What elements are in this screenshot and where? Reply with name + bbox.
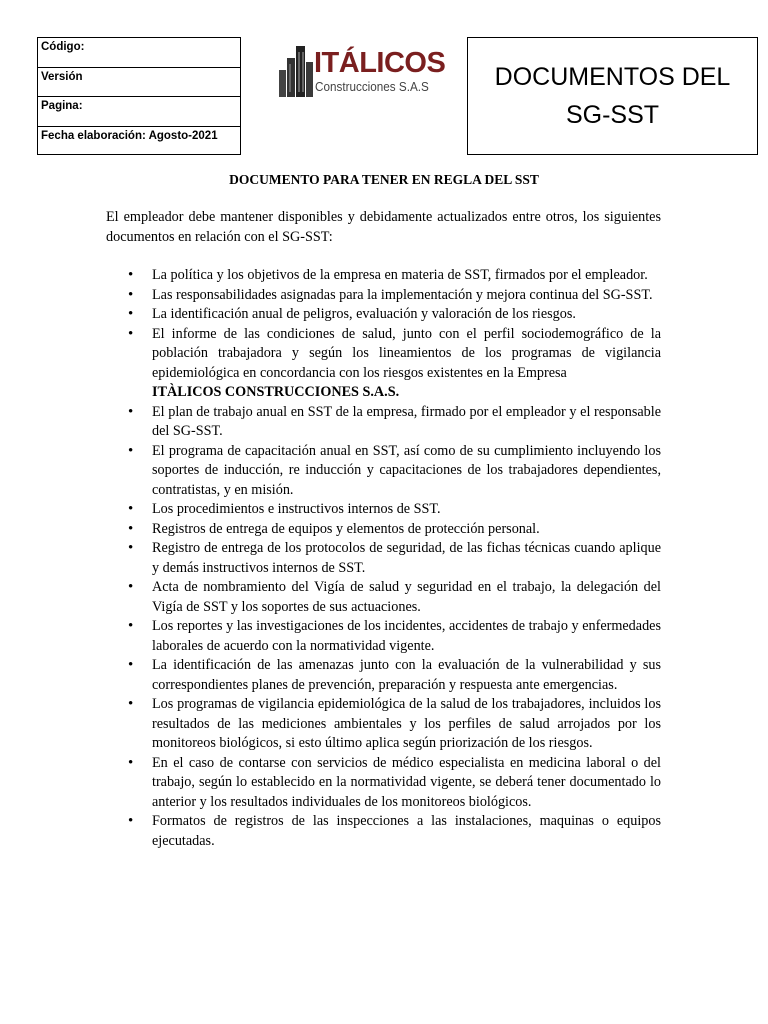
company-logo (278, 44, 446, 100)
document-list (106, 266, 661, 851)
list-item: • Las responsabilidades asignadas para la implementación y mejora continua del SG-SST. (106, 286, 661, 306)
list-item: • El informe de las condiciones de salud, junto con el perfil sociodemográfico de la población trabajadora y según los lineamientos de los programas de vigilancia epidemiológica en concordancia con los riesgos existentes en la Empresa ITÀLICOS CONSTRUCCIONES S.A.S. (106, 325, 661, 403)
list-item: • La identificación anual de peligros, evaluación y valoración de los riesgos. (106, 305, 661, 325)
company-name-bold: ITÀLICOS CONSTRUCCIONES S.A.S. (152, 384, 400, 400)
list-item: • El plan de trabajo anual en SST de la empresa, firmado por el empleador y el responsable del SG-SST. (106, 403, 661, 442)
list-item: • En el caso de contarse con servicios de médico especialista en medicina laboral o del trabajo, según lo establecido en la normatividad vigente, se deberá tener documentado lo anterior y los resultados individuales de los monitoreos biológicos. (106, 754, 661, 813)
document-heading: DOCUMENTO PARA TENER EN REGLA DEL SST (229, 172, 539, 187)
list-item: • Registro de entrega de los protocolos de seguridad, de las fichas técnicas cuando aplique y demás instructivos internos de SST. (106, 539, 661, 578)
list-item: • Los procedimientos e instructivos internos de SST. (106, 500, 661, 520)
title-line-2: SG-SST (565, 101, 660, 129)
intro-paragraph: El empleador debe mantener disponibles y debidamente actualizados entre otros, los siguientes documentos en relación con el SG-SST: (106, 209, 661, 245)
list-item: • Los programas de vigilancia epidemiológica de la salud de los trabajadores, incluidos los resultados de las mediciones ambientales y los perfiles de salud arrojados por los monitoreos biológicos, si esto último aplica según priorización de los riesgos. (106, 695, 661, 754)
version-field: Versión (38, 68, 240, 98)
logo-name: ITÁLICOS (314, 47, 446, 79)
date-field: Fecha elaboración: Agosto-2021 (41, 129, 218, 142)
code-field: Código: (38, 38, 240, 68)
list-item: • Formatos de registros de las inspecciones a las instalaciones, maquinas o equipos ejecutadas. (106, 812, 661, 851)
list-item: • Los reportes y las investigaciones de los incidentes, accidentes de trabajo y enfermedades laborales de acuerdo con la normatividad vigente. (106, 617, 661, 656)
logo-subtitle: Construcciones S.A.S (315, 79, 429, 94)
list-item: • La política y los objetivos de la empresa en materia de SST, firmados por el empleador. (106, 266, 661, 286)
document-title-box (467, 37, 758, 155)
title-line-1: DOCUMENTOS DEL (494, 63, 731, 91)
buildings-icon (278, 44, 314, 98)
list-item: • Acta de nombramiento del Vigía de salud y seguridad en el trabajo, la delegación del Vigía de SST y los soportes de sus actuaciones. (106, 578, 661, 617)
document-control-table (37, 37, 241, 155)
list-item: • Registros de entrega de equipos y elementos de protección personal. (106, 520, 661, 540)
page-field: Pagina: (38, 97, 240, 127)
list-item: • El programa de capacitación anual en SST, así como de su cumplimiento incluyendo los soportes de inducción, re inducción y capacitaciones de los trabajadores dependientes, contratistas, y en misión. (106, 442, 661, 501)
list-item: • La identificación de las amenazas junto con la evaluación de la vulnerabilidad y sus correspondientes planes de prevención, preparación y respuesta ante emergencias. (106, 656, 661, 695)
